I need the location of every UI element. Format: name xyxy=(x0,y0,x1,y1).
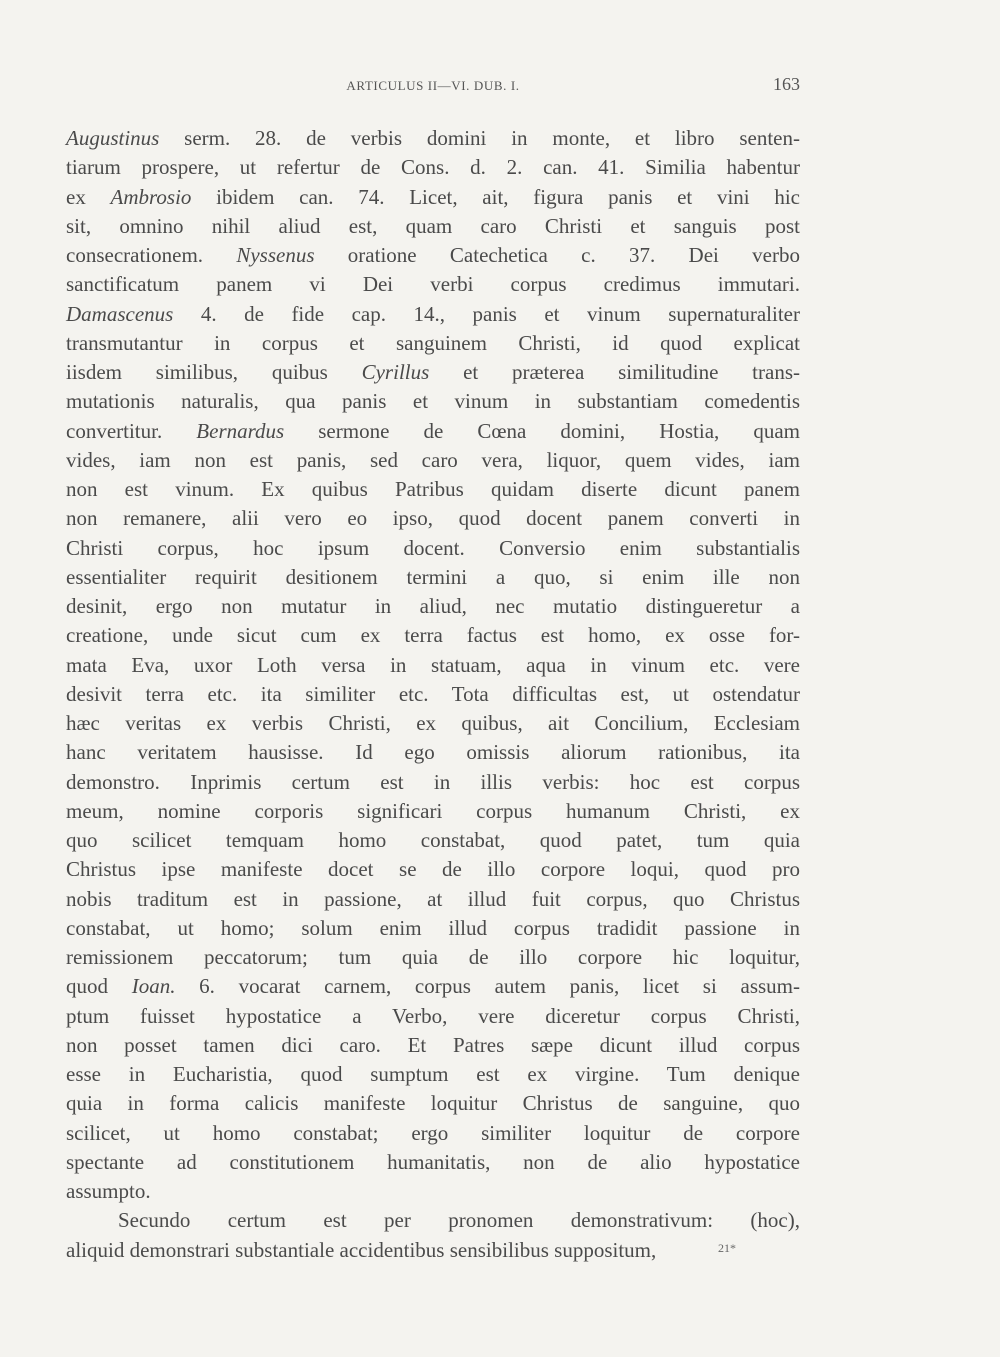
text-line xyxy=(66,563,800,592)
text-run: desinit, ergo non mutatur in aliud, nec mutatio distingueretur a xyxy=(66,594,800,618)
text-line xyxy=(66,417,800,446)
text-run: iisdem similibus, quibus xyxy=(66,360,362,384)
text-line xyxy=(66,768,800,797)
text-run: constabat, ut homo; solum enim illud corpus tradidit passione in xyxy=(66,915,800,940)
text-run: assumpto. xyxy=(66,1179,151,1203)
text-run: non remanere, alii vero eo ipso, quod docent panem converti in xyxy=(66,506,800,531)
text-line xyxy=(66,387,800,416)
italic-reference: Bernardus xyxy=(196,418,285,443)
body-text xyxy=(66,124,800,1265)
text-line xyxy=(66,621,800,650)
text-line xyxy=(66,504,800,533)
text-line xyxy=(66,1119,800,1148)
text-run: mata Eva, uxor Loth versa in statuam, aqua in vinum etc. vere xyxy=(66,652,800,677)
text-run: hæc veritas ex verbis Christi, ex quibus, ait Concilium, Ecclesiam xyxy=(66,711,800,735)
text-line xyxy=(66,329,800,358)
text-run: quo scilicet temquam homo constabat, quod patet, tum quia xyxy=(66,828,800,852)
text-run: mutationis naturalis, qua panis et vinum in substantiam comedentis xyxy=(66,389,800,414)
text-line xyxy=(66,885,800,914)
text-run: quod xyxy=(66,974,132,999)
text-line xyxy=(66,1089,800,1118)
text-line xyxy=(66,446,800,475)
text-run: vides, iam non est panis, sed caro vera, liquor, quem vides, iam xyxy=(66,447,800,472)
text-run: consecrationem. xyxy=(66,243,237,267)
text-run: oratione Catechetica c. 37. Dei verbo xyxy=(314,243,800,267)
text-run: demonstro. Inprimis certum est in illis verbis: hoc est corpus xyxy=(66,769,800,794)
text-run: essentialiter requirit desitionem termini a quo, si enim ille non xyxy=(66,564,800,589)
text-run: ptum fuisset hypostatice a Verbo, vere diceretur corpus Christi, xyxy=(66,1003,800,1028)
text-line xyxy=(66,826,800,855)
text-run: nobis traditum est in passione, at illud fuit corpus, quo Christus xyxy=(66,886,800,911)
italic-reference: Cyrillus xyxy=(361,360,430,384)
text-run: Christus ipse manifeste docet se de illo corpore loqui, quod pro xyxy=(66,857,800,882)
text-line xyxy=(66,943,800,972)
text-line xyxy=(66,1236,800,1265)
text-run: convertitur. xyxy=(66,418,197,443)
text-run: non est vinum. Ex quibus Patribus quidam diserte dicunt panem xyxy=(66,477,800,501)
text-run: esse in Eucharistia, quod sumptum est ex virgine. Tum denique xyxy=(66,1062,800,1086)
text-run: aliquid demonstrari substantiale accidentibus sensibilibus suppositum, xyxy=(66,1237,657,1262)
text-run: remissionem peccatorum; tum quia de illo corpore hic loquitur, xyxy=(66,945,800,969)
text-run: 4. de fide cap. 14., panis et vinum supernaturaliter xyxy=(173,301,800,326)
text-run: creatione, unde sicut cum ex terra factus est homo, ex osse for- xyxy=(66,623,800,648)
text-line xyxy=(66,855,800,884)
text-run: ibidem can. 74. Licet, ait, figura panis et vini hic xyxy=(191,184,800,209)
text-line xyxy=(66,1060,800,1089)
text-line xyxy=(66,241,800,270)
italic-reference: Ioan. xyxy=(131,974,176,999)
text-line xyxy=(66,183,800,212)
text-line xyxy=(66,358,800,387)
text-line xyxy=(66,124,800,153)
text-line xyxy=(66,270,800,299)
text-run: sit, omnino nihil aliud est, quam caro Christi et sanguis post xyxy=(66,213,800,238)
text-run: ex xyxy=(66,184,111,209)
text-run: et præterea similitudine trans- xyxy=(429,360,800,384)
text-line xyxy=(66,153,800,182)
text-run: non posset tamen dici caro. Et Patres sæpe dicunt illud corpus xyxy=(66,1032,800,1057)
text-line xyxy=(66,738,800,767)
italic-reference: Ambrosio xyxy=(110,184,192,209)
text-line xyxy=(66,1148,800,1177)
text-line xyxy=(66,1031,800,1060)
text-line xyxy=(66,534,800,563)
text-run: sanctificatum panem vi Dei verbi corpus credimus immutari. xyxy=(66,272,800,297)
signature-mark: 21* xyxy=(718,1241,736,1255)
text-line xyxy=(66,475,800,504)
italic-reference: Nyssenus xyxy=(236,243,315,267)
running-title: ARTICULUS II—VI. DUB. I. xyxy=(346,78,520,93)
text-run: serm. 28. de verbis domini in monte, et libro senten- xyxy=(159,126,800,150)
text-line xyxy=(66,592,800,621)
text-run: meum, nomine corporis significari corpus humanum Christi, ex xyxy=(66,798,800,823)
text-run: spectante ad constitutionem humanitatis, non de alio hypostatice xyxy=(66,1149,800,1174)
text-line xyxy=(66,300,800,329)
text-run: tiarum prospere, ut refertur de Cons. d. 2. can. 41. Similia habentur xyxy=(66,155,800,180)
page-number: 163 xyxy=(773,74,800,94)
text-line xyxy=(66,680,800,709)
text-run: quia in forma calicis manifeste loquitur Christus de sanguine, quo xyxy=(66,1091,800,1116)
text-line xyxy=(66,651,800,680)
text-line xyxy=(66,1177,800,1206)
text-line xyxy=(66,972,800,1001)
text-run: Christi corpus, hoc ipsum docent. Conversio enim substantialis xyxy=(66,535,800,560)
text-line xyxy=(66,1206,800,1235)
italic-reference: Augustinus xyxy=(66,126,160,150)
text-run: transmutantur in corpus et sanguinem Christi, id quod explicat xyxy=(66,330,800,355)
text-run: desivit terra etc. ita similiter etc. Tota difficultas est, ut ostendatur xyxy=(66,681,800,706)
text-run: Secundo certum est per pronomen demonstrativum: (hoc), xyxy=(118,1208,800,1233)
text-line xyxy=(66,212,800,241)
italic-reference: Damascenus xyxy=(66,301,174,326)
text-line xyxy=(66,797,800,826)
text-run: scilicet, ut homo constabat; ergo similiter loquitur de corpore xyxy=(66,1120,800,1145)
text-run: sermone de Cœna domini, Hostia, quam xyxy=(284,418,800,443)
text-line xyxy=(66,709,800,738)
text-run: hanc veritatem hausisse. Id ego omissis aliorum rationibus, ita xyxy=(66,740,800,765)
text-run: 6. vocarat carnem, corpus autem panis, licet si assum- xyxy=(175,974,800,999)
running-head xyxy=(66,74,800,100)
text-line xyxy=(66,1002,800,1031)
text-line xyxy=(66,914,800,943)
